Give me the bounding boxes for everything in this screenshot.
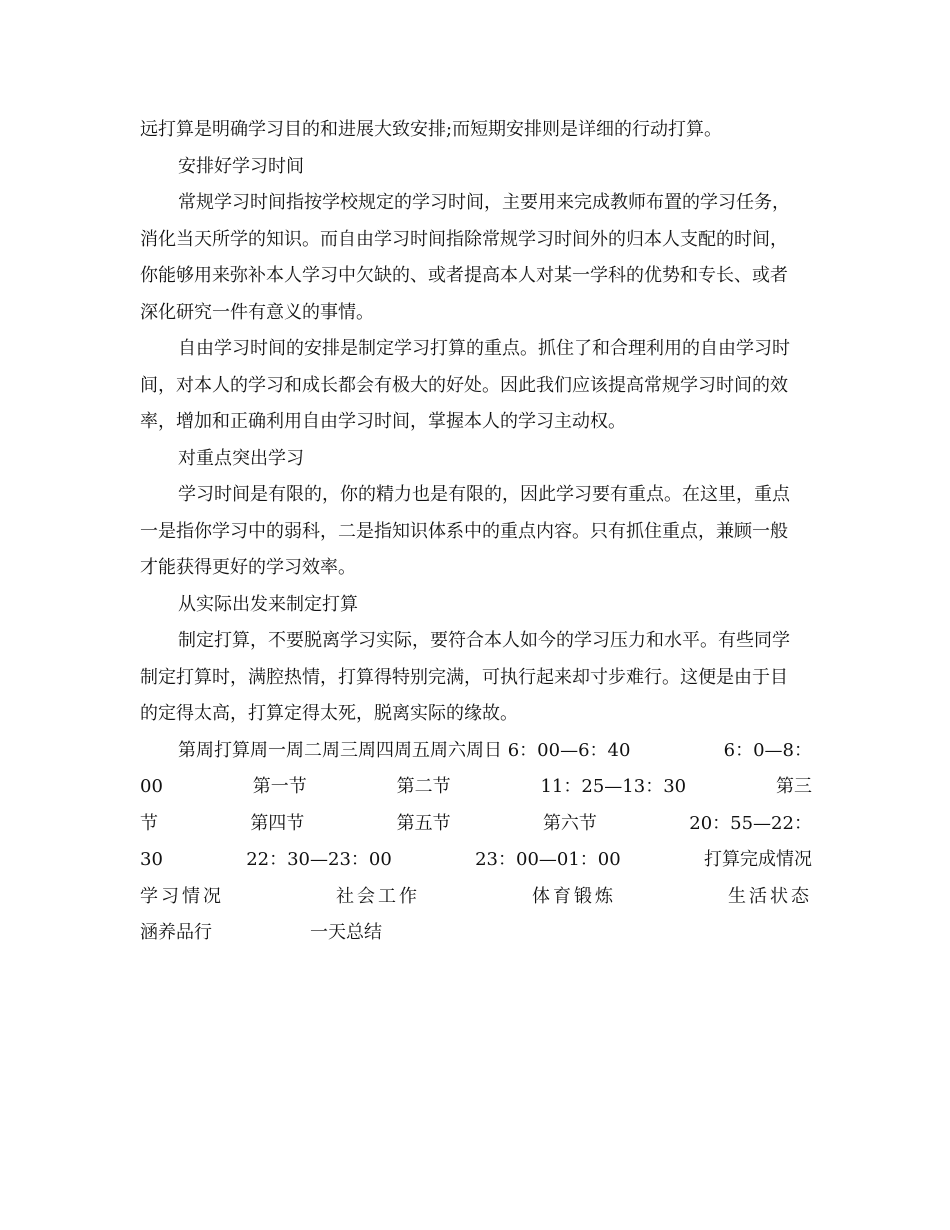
schedule-row <box>140 733 812 770</box>
paragraph-line: 自由学习时间的安排是制定学习打算的重点。抓住了和合理利用的自由学习时 <box>178 338 790 359</box>
paragraph-line: 制定打算时，满腔热情，打算得特别完满，可执行起来却寸步难行。这便是由于目 <box>140 666 788 688</box>
paragraph-line: 你能够用来弥补本人学习中欠缺的、或者提高本人对某一学科的优势和专长、或者 <box>140 265 788 286</box>
paragraph-line: 消化当天所学的知识。而自由学习时间指除常规学习时间外的归本人支配的时间， <box>140 228 788 250</box>
schedule-cell: 第二节 <box>396 776 451 797</box>
paragraph-line: 制定打算，不要脱离学习实际，要符合本人如今的学习压力和水平。有些同学 <box>178 630 790 651</box>
schedule-row <box>140 915 812 952</box>
paragraph-line: 一是指你学习中的弱科，二是指知识体系中的重点内容。只有抓住重点，兼顾一般 <box>140 520 788 542</box>
schedule-row <box>140 806 812 843</box>
schedule-cell: 体育锻炼 <box>532 885 616 907</box>
schedule-cell: 学习情况 <box>140 885 224 907</box>
paragraph-line: 深化研究一件有意义的事情。 <box>140 301 374 323</box>
paragraph-line: 间，对本人的学习和成长都会有极大的好处。因此我们应该提高常规学习时间的效 <box>140 374 788 396</box>
schedule-cell: 11：25—13：30 <box>540 776 687 797</box>
schedule-cell: 第周打算周一周二周三周四周五周六周日 6：00—6：40 <box>178 739 631 761</box>
schedule-cell: 第四节 <box>250 812 305 834</box>
schedule-row <box>140 879 812 916</box>
schedule-cell: 第五节 <box>396 812 451 834</box>
schedule-cell: 23：00—01：00 <box>475 849 621 870</box>
schedule-cell: 第三 <box>775 776 812 797</box>
paragraph-line: 常规学习时间指按学校规定的学习时间，主要用来完成教师布置的学习任务， <box>178 192 790 213</box>
schedule-row <box>140 769 812 806</box>
schedule-row <box>140 842 812 879</box>
section-heading: 对重点突出学习 <box>178 447 304 469</box>
paragraph-line: 率，增加和正确利用自由学习时间，掌握本人的学习主动权。 <box>140 411 626 432</box>
schedule-cell: 一天总结 <box>310 922 382 943</box>
schedule-cell: 00 <box>140 776 163 797</box>
schedule-cell: 6：0—8： <box>723 739 812 761</box>
paragraph-line: 才能获得更好的学习效率。 <box>140 557 356 578</box>
paragraph-line: 学习时间是有限的，你的精力也是有限的，因此学习要有重点。在这里，重点 <box>178 484 790 505</box>
schedule-cell: 第六节 <box>542 812 597 834</box>
schedule-cell: 节 <box>140 812 158 834</box>
schedule-cell: 20：55—22： <box>689 812 812 834</box>
paragraph-line: 的定得太高，打算定得太死，脱离实际的缘故。 <box>140 703 518 724</box>
schedule-cell: 打算完成情况 <box>704 849 812 870</box>
section-heading: 从实际出发来制定打算 <box>178 593 358 615</box>
document-page <box>140 112 812 952</box>
schedule-cell: 22：30—23：00 <box>246 849 392 870</box>
schedule-cell: 30 <box>140 849 163 870</box>
schedule-cell: 第一节 <box>252 776 307 797</box>
section-heading: 安排好学习时间 <box>178 155 304 177</box>
schedule-cell: 涵养品行 <box>140 922 212 943</box>
schedule-cell: 社会工作 <box>336 885 420 907</box>
paragraph-line: 远打算是明确学习目的和进展大致安排;而短期安排则是详细的行动打算。 <box>140 119 723 140</box>
schedule-cell: 生活状态 <box>728 885 812 907</box>
